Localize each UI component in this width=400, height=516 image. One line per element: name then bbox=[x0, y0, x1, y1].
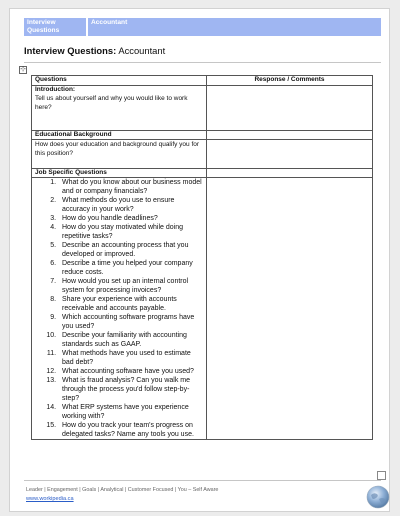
list-item: 1. What do you know about our business model and or company financials? bbox=[58, 178, 203, 196]
job-response-cell[interactable] bbox=[207, 178, 373, 440]
header-bar bbox=[24, 18, 381, 36]
list-item: 3. How do you handle deadlines? bbox=[58, 214, 203, 223]
page-title-role: Accountant bbox=[118, 45, 166, 56]
globe-logo-icon bbox=[366, 485, 390, 509]
page-title-bold: Interview Questions: bbox=[24, 45, 117, 56]
list-item: 9. Which accounting software programs have you used? bbox=[58, 313, 203, 331]
list-item: 14. What ERP systems have you experience working with? bbox=[58, 403, 203, 421]
header-label-left: Interview Questions bbox=[24, 18, 86, 36]
table-row bbox=[32, 169, 373, 178]
footer-divider bbox=[24, 480, 381, 481]
footer-tagline: Leader | Engagement | Goals | Analytical | Customer Focused | You – Self Aware bbox=[26, 487, 219, 493]
table-header-row bbox=[32, 76, 373, 86]
job-questions-cell[interactable] bbox=[32, 178, 207, 440]
intro-cell[interactable] bbox=[32, 86, 207, 131]
intro-response-cell[interactable] bbox=[207, 86, 373, 131]
list-item: 15. How do you track your team's progress on delegated tasks? Name any tools you use. bbox=[58, 421, 203, 439]
table-row bbox=[32, 131, 373, 140]
list-item: 11. What methods have you used to estimate bad debt? bbox=[58, 349, 203, 367]
education-heading-response-cell[interactable] bbox=[207, 131, 373, 140]
job-questions-list bbox=[35, 178, 203, 439]
list-item: 8. Share your experience with accounts receivable and accounts payable. bbox=[58, 295, 203, 313]
intro-heading: Introduction: bbox=[35, 86, 76, 93]
list-item: 6. Describe a time you helped your company reduce costs. bbox=[58, 259, 203, 277]
intro-text: Tell us about yourself and why you would like to work here? bbox=[35, 95, 188, 111]
header-label-right: Accountant bbox=[88, 18, 381, 36]
list-item: 4. How do you stay motivated while doing repetitive tasks? bbox=[58, 223, 203, 241]
column-header-response: Response / Comments bbox=[207, 76, 373, 86]
job-heading-response-cell[interactable] bbox=[207, 169, 373, 178]
education-text[interactable]: How does your education and background qualify you for this position? bbox=[32, 140, 207, 169]
column-header-questions: Questions bbox=[32, 76, 207, 86]
list-item: 7. How would you set up an internal control system for processing invoices? bbox=[58, 277, 203, 295]
list-item: 10. Describe your familiarity with accounting standards such as GAAP. bbox=[58, 331, 203, 349]
education-heading[interactable]: Educational Background bbox=[32, 131, 207, 140]
title-divider bbox=[24, 62, 381, 63]
table-row bbox=[32, 178, 373, 440]
document-page bbox=[9, 8, 390, 512]
footer-link[interactable]: www.workipedia.ca bbox=[26, 496, 74, 502]
table-row bbox=[32, 86, 373, 131]
page-title bbox=[24, 45, 165, 56]
questions-table bbox=[31, 75, 373, 440]
table-row bbox=[32, 140, 373, 169]
list-item: 5. Describe an accounting process that you developed or improved. bbox=[58, 241, 203, 259]
list-item: 2. What methods do you use to ensure accuracy in your work? bbox=[58, 196, 203, 214]
list-item: 12. What accounting software have you used? bbox=[58, 367, 203, 376]
job-specific-heading[interactable]: Job Specific Questions bbox=[32, 169, 207, 178]
list-item: 13. What is fraud analysis? Can you walk me through the process you'd follow step-by-step? bbox=[58, 376, 203, 403]
cell-marker-icon bbox=[377, 471, 386, 480]
education-response-cell[interactable] bbox=[207, 140, 373, 169]
table-move-handle-icon[interactable]: ⊹ bbox=[20, 66, 26, 73]
